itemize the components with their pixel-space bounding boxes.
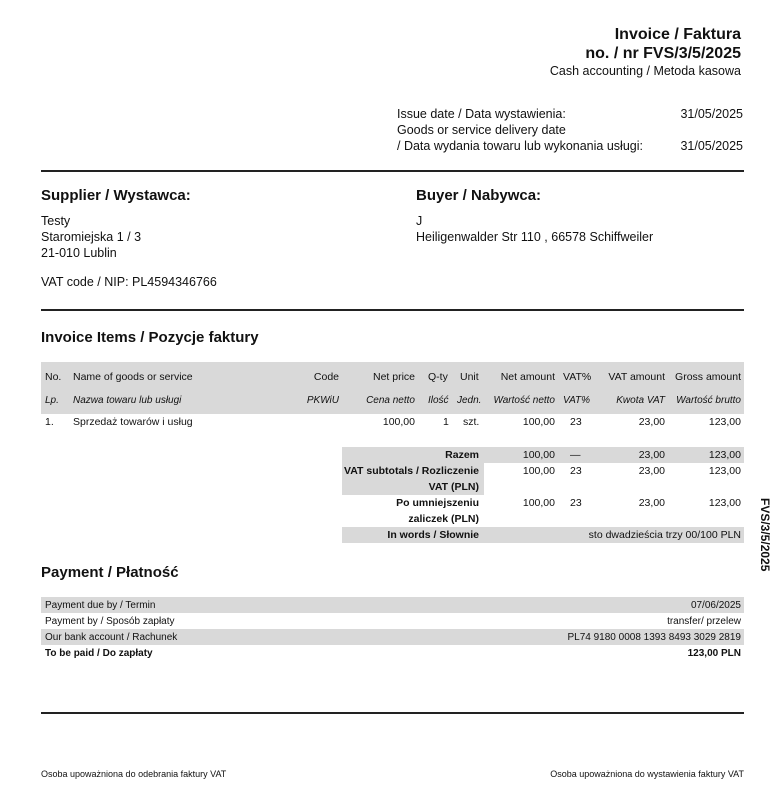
vat-subtotal-vat: 23,00 <box>638 465 665 477</box>
col-name-pl: Nazwa towaru lub usługi <box>73 395 182 406</box>
supplier-city: 21-010 Lublin <box>41 246 117 260</box>
total-net: 100,00 <box>522 449 555 461</box>
invoice-number: no. / nr FVS/3/5/2025 <box>585 45 741 62</box>
vat-subtotal-rate: 23 <box>570 465 582 477</box>
col-vat-rate: VAT% <box>563 371 592 383</box>
divider <box>41 309 744 311</box>
col-no: No. <box>45 371 62 383</box>
total-label: Razem <box>445 449 479 461</box>
col-net-pl: Wartość netto <box>493 395 555 406</box>
row-name: Sprzedaż towarów i usług <box>73 416 193 428</box>
delivery-date-value: 31/05/2025 <box>680 139 743 153</box>
col-code-pl: PKWiU <box>306 395 339 406</box>
col-net: Net amount <box>500 371 555 383</box>
payment-heading: Payment / Płatność <box>41 564 179 581</box>
words-value: sto dwadzieścia trzy 00/100 PLN <box>588 529 741 541</box>
advance-rate: 23 <box>570 497 582 509</box>
advance-vat: 23,00 <box>638 497 665 509</box>
items-heading: Invoice Items / Pozycje faktury <box>41 329 259 346</box>
col-qty: Q-ty <box>428 371 448 383</box>
col-price-pl: Cena netto <box>366 395 415 406</box>
delivery-date-label-2: / Data wydania towaru lub wykonania usługi: <box>397 139 643 153</box>
advance-label-2: zaliczek (PLN) <box>408 513 479 525</box>
vat-subtotal-net: 100,00 <box>522 465 555 477</box>
col-vat-rate-pl: VAT% <box>563 395 591 406</box>
col-no-pl: Lp. <box>45 395 59 406</box>
advance-label-1: Po umniejszeniu <box>396 497 479 509</box>
col-qty-pl: Ilość <box>428 395 449 406</box>
col-vat-pl: Kwota VAT <box>616 395 665 406</box>
due-value: 07/06/2025 <box>690 600 741 611</box>
divider <box>41 170 744 172</box>
row-net: 100,00 <box>522 416 555 428</box>
to-pay-label: To be paid / Do zapłaty <box>45 648 153 659</box>
col-gross-pl: Wartość brutto <box>676 395 741 406</box>
col-vat: VAT amount <box>608 371 665 383</box>
delivery-date-label-1: Goods or service delivery date <box>397 123 566 137</box>
payment-method-label: Payment by / Sposób zapłaty <box>45 616 175 627</box>
col-unit-pl: Jedn. <box>457 395 482 406</box>
bank-account-value: PL74 9180 0008 1393 8493 3029 2819 <box>567 632 741 643</box>
col-code: Code <box>313 371 339 383</box>
to-pay-value: 123,00 PLN <box>687 648 741 659</box>
row-vat: 23,00 <box>638 416 665 428</box>
due-label: Payment due by / Termin <box>45 600 156 611</box>
divider <box>41 712 744 714</box>
payment-method-value: transfer/ przelew <box>667 616 741 627</box>
vat-subtotal-label-1: VAT subtotals / Rozliczenie <box>344 465 479 477</box>
col-name: Name of goods or service <box>73 371 193 383</box>
row-qty: 1 <box>443 416 449 428</box>
issue-date-label: Issue date / Data wystawienia: <box>397 107 566 121</box>
supplier-street: Staromiejska 1 / 3 <box>41 230 142 244</box>
side-invoice-number: FVS/3/5/2025 <box>758 498 772 572</box>
col-unit: Unit <box>460 371 479 383</box>
issue-date-value: 31/05/2025 <box>680 107 743 121</box>
col-gross: Gross amount <box>675 371 741 383</box>
bank-account-label: Our bank account / Rachunek <box>45 632 178 643</box>
supplier-heading: Supplier / Wystawca: <box>41 187 191 204</box>
row-gross: 123,00 <box>708 416 741 428</box>
row-vat-rate: 23 <box>570 416 582 428</box>
buyer-heading: Buyer / Nabywca: <box>416 187 542 204</box>
advance-net: 100,00 <box>522 497 555 509</box>
table-header <box>41 362 744 414</box>
issuer-signature-label: Osoba upoważniona do wystawienia faktury VAT <box>550 769 744 779</box>
supplier-name: Testy <box>41 214 71 228</box>
vat-subtotal-label-2: VAT (PLN) <box>428 481 479 493</box>
total-gross: 123,00 <box>708 449 741 461</box>
col-price: Net price <box>372 371 415 383</box>
row-no: 1. <box>45 416 54 428</box>
advance-gross: 123,00 <box>708 497 741 509</box>
words-label: In words / Słownie <box>387 529 479 541</box>
row-unit: szt. <box>463 416 480 428</box>
row-price: 100,00 <box>382 416 415 428</box>
invoice-title: Invoice / Faktura <box>614 26 741 43</box>
total-vat: 23,00 <box>638 449 665 461</box>
supplier-vat: VAT code / NIP: PL4594346766 <box>41 275 217 289</box>
accounting-method: Cash accounting / Metoda kasowa <box>549 64 741 78</box>
buyer-address: Heiligenwalder Str 110 , 66578 Schiffweiler <box>416 230 654 244</box>
buyer-name: J <box>416 214 423 228</box>
receiver-signature-label: Osoba upoważniona do odebrania faktury VAT <box>41 769 227 779</box>
vat-subtotal-gross: 123,00 <box>708 465 741 477</box>
total-rate: — <box>570 449 581 461</box>
